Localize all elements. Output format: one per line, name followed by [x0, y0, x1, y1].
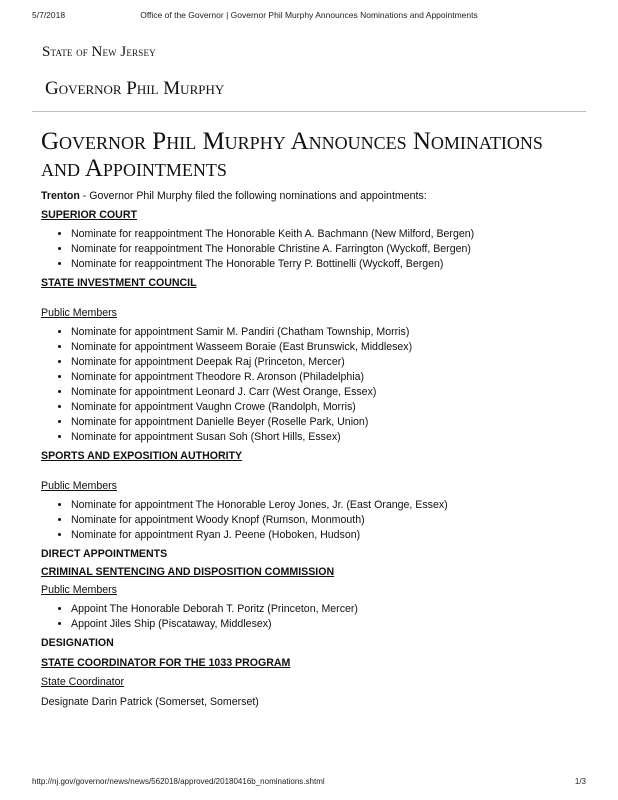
- article-headline: Governor Phil Murphy Announces Nominations and Appointments: [41, 128, 543, 182]
- section-heading-direct-appointments: DIRECT APPOINTMENTS: [41, 548, 168, 560]
- list-item: • Nominate for reappointment The Honorable Keith A. Bachmann (New Milford, Bergen): [71, 227, 586, 242]
- list-item: • Appoint Jiles Ship (Piscataway, Middlesex): [71, 617, 586, 632]
- subheading-state-coordinator: State Coordinator: [41, 676, 125, 688]
- sports-authority-list: [41, 498, 586, 543]
- list-item: • Nominate for appointment Susan Soh (Short Hills, Essex): [71, 430, 586, 445]
- state-of-new-jersey-link[interactable]: State of New Jersey: [42, 44, 156, 60]
- list-item: • Nominate for appointment Samir M. Pandiri (Chatham Township, Morris): [71, 325, 586, 340]
- list-item: • Nominate for appointment Theodore R. Aronson (Philadelphia): [71, 370, 586, 385]
- dateline: Trenton: [41, 190, 80, 202]
- state-investment-council-list: [41, 325, 586, 445]
- page-url: http://nj.gov/governor/news/news/562018/approved/20180416b_nominations.shtml: [32, 777, 325, 786]
- sentencing-commission-list: [41, 602, 586, 632]
- list-item: • Nominate for reappointment The Honorable Christine A. Farrington (Wyckoff, Bergen): [71, 242, 586, 257]
- section-heading-designation: DESIGNATION: [41, 637, 114, 649]
- list-item: • Nominate for appointment Ryan J. Peene (Hoboken, Hudson): [71, 528, 586, 543]
- list-item: • Nominate for appointment Woody Knopf (Rumson, Monmouth): [71, 513, 586, 528]
- list-item: • Nominate for appointment Leonard J. Carr (West Orange, Essex): [71, 385, 586, 400]
- print-date: 5/7/2018: [32, 10, 66, 20]
- superior-court-list: [41, 227, 586, 272]
- section-heading-1033-program: STATE COORDINATOR FOR THE 1033 PROGRAM: [41, 657, 291, 669]
- subheading-public-members: Public Members: [41, 584, 117, 596]
- page-number: 1/3: [574, 777, 586, 786]
- section-heading-superior-court: SUPERIOR COURT: [41, 209, 137, 221]
- article-content: [41, 128, 586, 710]
- subheading-public-members: Public Members: [41, 480, 117, 492]
- list-item: • Nominate for appointment Wasseem Boraie (East Brunswick, Middlesex): [71, 340, 586, 355]
- list-item: • Appoint The Honorable Deborah T. Poritz (Princeton, Mercer): [71, 602, 586, 617]
- print-page-title: Office of the Governor | Governor Phil Murphy Announces Nominations and Appointments: [140, 10, 478, 20]
- list-item: • Nominate for appointment Danielle Beyer (Roselle Park, Union): [71, 415, 586, 430]
- list-item: • Nominate for reappointment The Honorable Terry P. Bottinelli (Wyckoff, Bergen): [71, 257, 586, 272]
- section-heading-sentencing-commission: CRIMINAL SENTENCING AND DISPOSITION COMMISSION: [41, 566, 335, 578]
- designation-text: Designate Darin Patrick (Somerset, Somerset): [41, 696, 259, 708]
- section-heading-state-investment-council: STATE INVESTMENT COUNCIL: [41, 277, 197, 289]
- governor-site-link[interactable]: Governor Phil Murphy: [45, 78, 225, 99]
- list-item: • Nominate for appointment The Honorable Leroy Jones, Jr. (East Orange, Essex): [71, 498, 586, 513]
- subheading-public-members: Public Members: [41, 307, 117, 319]
- header-divider: [32, 111, 586, 112]
- article-intro: Trenton - Governor Phil Murphy filed the following nominations and appointments:: [41, 190, 427, 202]
- section-heading-sports-authority: SPORTS AND EXPOSITION AUTHORITY: [41, 450, 243, 462]
- list-item: • Nominate for appointment Vaughn Crowe (Randolph, Morris): [71, 400, 586, 415]
- list-item: • Nominate for appointment Deepak Raj (Princeton, Mercer): [71, 355, 586, 370]
